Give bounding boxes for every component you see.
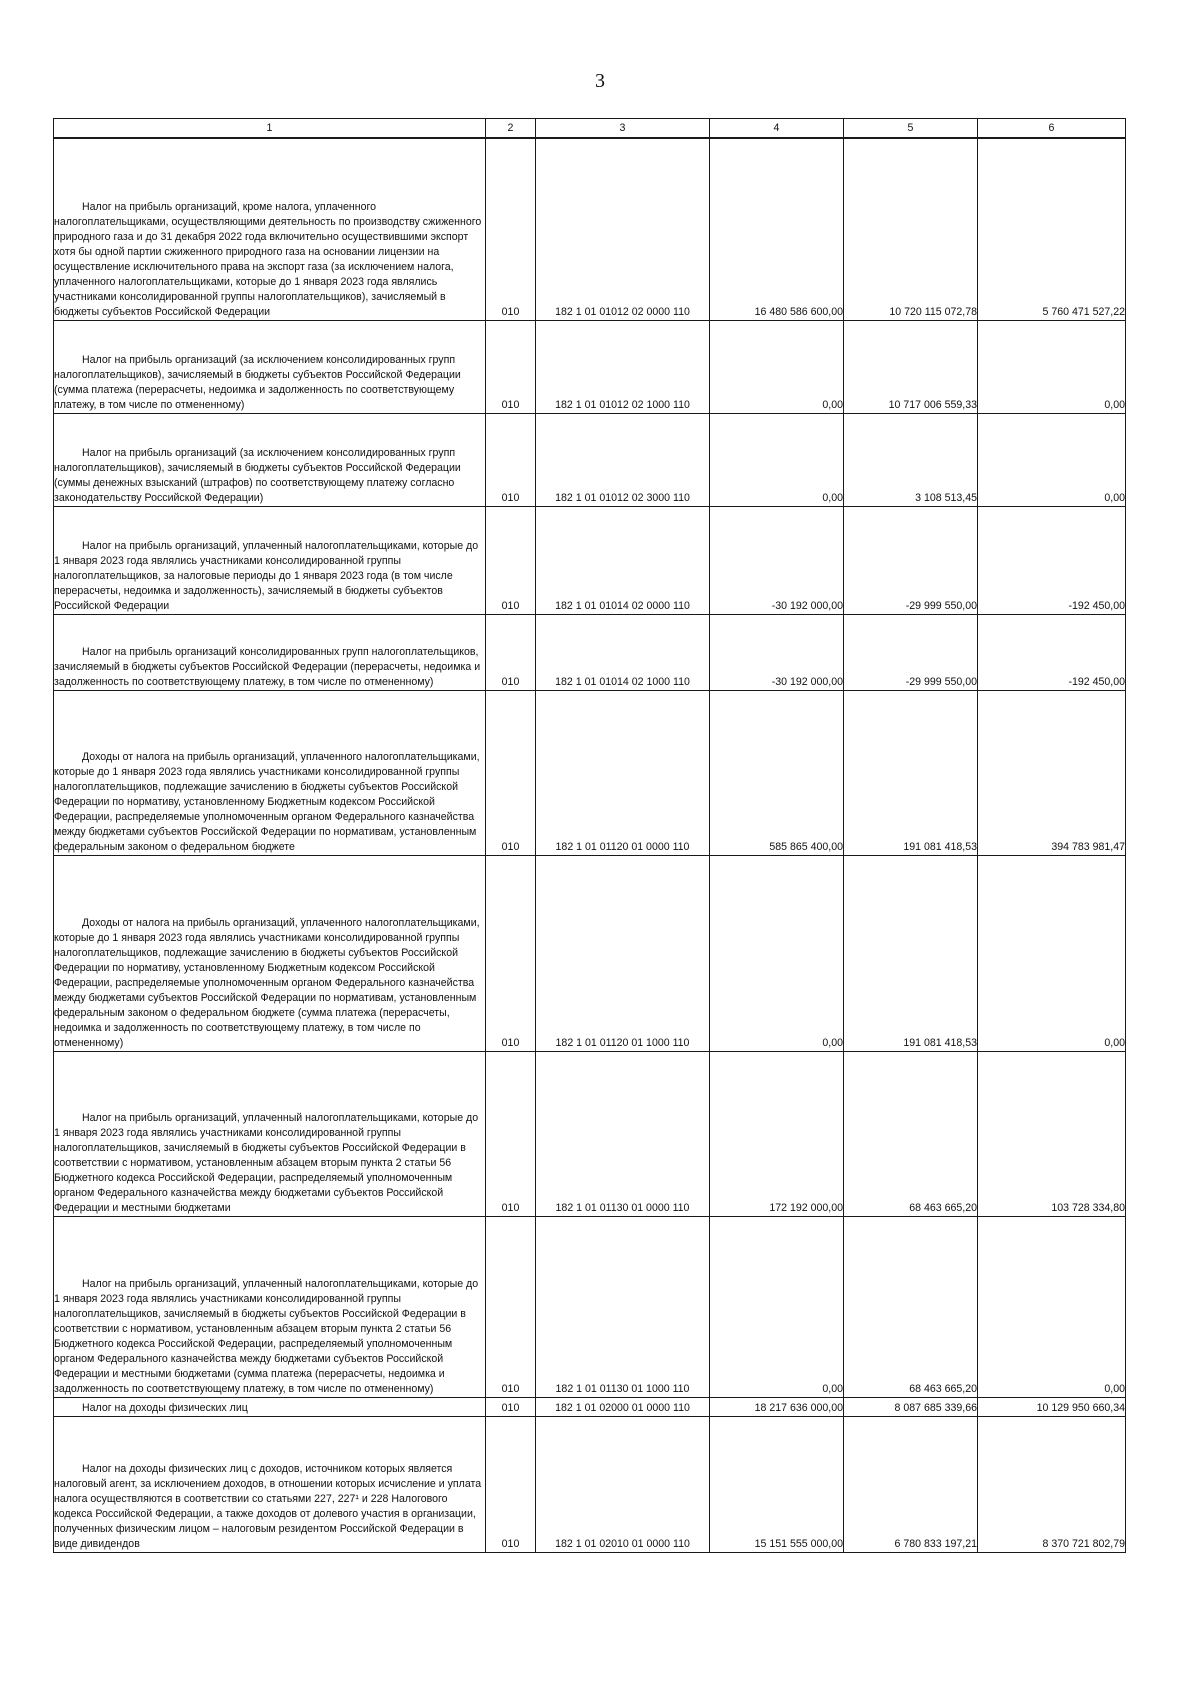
budget-classification-code: 182 1 01 01012 02 3000 110 [536,413,710,506]
approved-amount: 0,00 [710,855,844,1051]
unexecuted-amount: -192 450,00 [978,614,1126,690]
header-row [54,119,1126,139]
table-row [54,1416,1126,1552]
line-code: 010 [486,614,536,690]
line-code: 010 [486,690,536,855]
executed-amount: -29 999 550,00 [844,506,978,614]
column-header-4: 4 [710,119,844,139]
line-code: 010 [486,1416,536,1552]
budget-classification-code: 182 1 01 01130 01 0000 110 [536,1051,710,1216]
table-row [54,138,1126,320]
executed-amount: 191 081 418,53 [844,855,978,1051]
table-row [54,855,1126,1051]
column-header-1: 1 [54,119,486,139]
approved-amount: 0,00 [710,413,844,506]
unexecuted-amount: 0,00 [978,1216,1126,1397]
budget-classification-code: 182 1 01 01120 01 0000 110 [536,690,710,855]
budget-classification-code: 182 1 01 01012 02 0000 110 [536,138,710,320]
table-row [54,506,1126,614]
table-row [54,320,1126,413]
line-code: 010 [486,1397,536,1416]
unexecuted-amount: 103 728 334,80 [978,1051,1126,1216]
budget-classification-code: 182 1 01 01120 01 1000 110 [536,855,710,1051]
unexecuted-amount: 5 760 471 527,22 [978,138,1126,320]
income-name: Налог на прибыль организаций (за исключением консолидированных групп налогоплательщиков), зачисляемый в бюджеты субъектов Российской Федерации (суммы денежных взысканий (штрафов) по соответствующему платежу согласно законодательству Российской Федерации) [54,413,486,506]
income-name: Налог на прибыль организаций (за исключением консолидированных групп налогоплательщиков), зачисляемый в бюджеты субъектов Российской Федерации (сумма платежа (перерасчеты, недоимка и задолженность по соответствующему платежу, в том числе по отмененному) [54,320,486,413]
table-header [54,119,1126,139]
approved-amount: 15 151 555 000,00 [710,1416,844,1552]
executed-amount: 68 463 665,20 [844,1216,978,1397]
executed-amount: 10 720 115 072,78 [844,138,978,320]
line-code: 010 [486,1051,536,1216]
income-name: Доходы от налога на прибыль организаций, уплаченного налогоплательщиками, которые до 1 января 2023 года являлись участниками консолидированной группы налогоплательщиков, подлежащие зачислению в бюджеты субъектов Российской Федерации по нормативу, установленному Бюджетным кодексом Российской Федерации, распределяемые уполномоченным органом Федерального казначейства между бюджетами субъектов Российской Федерации по нормативам, установленным федеральным законом о федеральном бюджете [54,690,486,855]
unexecuted-amount: 0,00 [978,320,1126,413]
unexecuted-amount: 8 370 721 802,79 [978,1416,1126,1552]
budget-classification-code: 182 1 01 02010 01 0000 110 [536,1416,710,1552]
table-row [54,1397,1126,1416]
column-header-6: 6 [978,119,1126,139]
income-name: Доходы от налога на прибыль организаций, уплаченного налогоплательщиками, которые до 1 января 2023 года являлись участниками консолидированной группы налогоплательщиков, подлежащие зачислению в бюджеты субъектов Российской Федерации по нормативу, установленному Бюджетным кодексом Российской Федерации, распределяемые уполномоченным органом Федерального казначейства между бюджетами субъектов Российской Федерации по нормативам, установленным федеральным законом о федеральном бюджете (сумма платежа (перерасчеты, недоимка и задолженность по соответствующему платежу, в том числе по отмененному) [54,855,486,1051]
page-number: 3 [595,70,605,92]
approved-amount: 585 865 400,00 [710,690,844,855]
table-row [54,1051,1126,1216]
income-name: Налог на прибыль организаций, уплаченный налогоплательщиками, которые до 1 января 2023 года являлись участниками консолидированной группы налогоплательщиков, зачисляемый в бюджеты субъектов Российской Федерации в соответствии с нормативом, установленным абзацем вторым пункта 2 статьи 56 Бюджетного кодекса Российской Федерации, распределяемый уполномоченным органом Федерального казначейства между бюджетами субъектов Российской Федерации и местными бюджетами [54,1051,486,1216]
line-code: 010 [486,1216,536,1397]
income-name: Налог на доходы физических лиц с доходов, источником которых является налоговый агент, за исключением доходов, в отношении которых исчисление и уплата налога осуществляются в соответствии со статьями 227, 227¹ и 228 Налогового кодекса Российской Федерации, а также доходов от долевого участия в организации, полученных физическим лицом – налоговым резидентом Российской Федерации в виде дивидендов [54,1416,486,1552]
unexecuted-amount: 394 783 981,47 [978,690,1126,855]
column-header-5: 5 [844,119,978,139]
column-header-3: 3 [536,119,710,139]
income-name: Налог на доходы физических лиц [54,1397,486,1416]
budget-classification-code: 182 1 01 01014 02 0000 110 [536,506,710,614]
table-body [54,138,1126,1552]
line-code: 010 [486,413,536,506]
executed-amount: 68 463 665,20 [844,1051,978,1216]
budget-classification-code: 182 1 01 02000 01 0000 110 [536,1397,710,1416]
income-name: Налог на прибыль организаций консолидированных групп налогоплательщиков, зачисляемый в бюджеты субъектов Российской Федерации (перерасчеты, недоимка и задолженность по соответствующему платежу, в том числе по отмененному) [54,614,486,690]
income-name: Налог на прибыль организаций, кроме налога, уплаченного налогоплательщиками, осуществляющими деятельность по производству сжиженного природного газа и до 31 декабря 2022 года включительно осуществившими экспорт хотя бы одной партии сжиженного природного газа на основании лицензии на осуществление исключительного права на экспорт газа (за исключением налога, уплаченного налогоплательщиками, которые до 1 января 2023 года являлись участниками консолидированной группы налогоплательщиков), зачисляемый в бюджеты субъектов Российской Федерации [54,138,486,320]
executed-amount: -29 999 550,00 [844,614,978,690]
approved-amount: 172 192 000,00 [710,1051,844,1216]
executed-amount: 3 108 513,45 [844,413,978,506]
table-row [54,1216,1126,1397]
budget-classification-code: 182 1 01 01014 02 1000 110 [536,614,710,690]
approved-amount: 16 480 586 600,00 [710,138,844,320]
budget-classification-code: 182 1 01 01130 01 1000 110 [536,1216,710,1397]
budget-classification-code: 182 1 01 01012 02 1000 110 [536,320,710,413]
approved-amount: 18 217 636 000,00 [710,1397,844,1416]
unexecuted-amount: 0,00 [978,413,1126,506]
unexecuted-amount: -192 450,00 [978,506,1126,614]
line-code: 010 [486,506,536,614]
executed-amount: 191 081 418,53 [844,690,978,855]
approved-amount: -30 192 000,00 [710,614,844,690]
line-code: 010 [486,138,536,320]
unexecuted-amount: 0,00 [978,855,1126,1051]
column-header-2: 2 [486,119,536,139]
executed-amount: 6 780 833 197,21 [844,1416,978,1552]
table-row [54,614,1126,690]
executed-amount: 8 087 685 339,66 [844,1397,978,1416]
executed-amount: 10 717 006 559,33 [844,320,978,413]
report-table [53,118,1126,1553]
line-code: 010 [486,855,536,1051]
line-code: 010 [486,320,536,413]
approved-amount: -30 192 000,00 [710,506,844,614]
table-row [54,690,1126,855]
approved-amount: 0,00 [710,320,844,413]
table-row [54,413,1126,506]
unexecuted-amount: 10 129 950 660,34 [978,1397,1126,1416]
approved-amount: 0,00 [710,1216,844,1397]
income-name: Налог на прибыль организаций, уплаченный налогоплательщиками, которые до 1 января 2023 года являлись участниками консолидированной группы налогоплательщиков, зачисляемый в бюджеты субъектов Российской Федерации в соответствии с нормативом, установленным абзацем вторым пункта 2 статьи 56 Бюджетного кодекса Российской Федерации, распределяемый уполномоченным органом Федерального казначейства между бюджетами субъектов Российской Федерации и местными бюджетами (сумма платежа (перерасчеты, недоимка и задолженность по соответствующему платежу, в том числе по отмененному) [54,1216,486,1397]
income-name: Налог на прибыль организаций, уплаченный налогоплательщиками, которые до 1 января 2023 года являлись участниками консолидированной группы налогоплательщиков, за налоговые периоды до 1 января 2023 года (в том числе перерасчеты, недоимка и задолженность), зачисляемый в бюджеты субъектов Российской Федерации [54,506,486,614]
